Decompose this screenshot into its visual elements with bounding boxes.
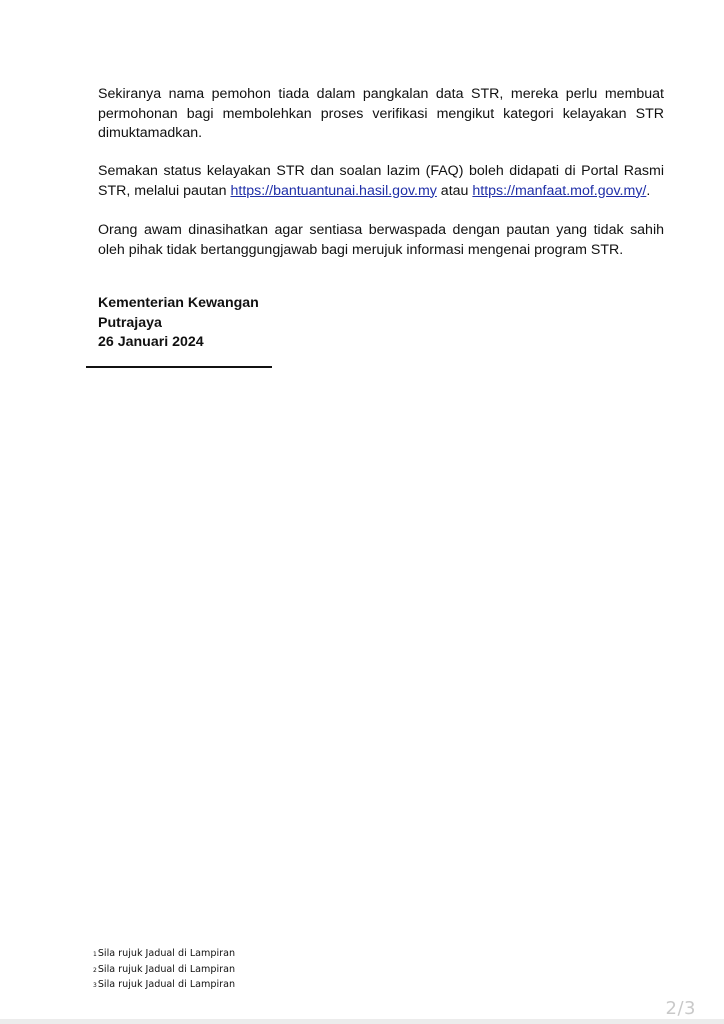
footnote-2-text: Sila rujuk Jadual di Lampiran bbox=[97, 963, 236, 975]
footnote-2-number: 2 bbox=[93, 966, 97, 974]
bantuantunai-link[interactable]: https://bantuantunai.hasil.gov.my bbox=[230, 182, 437, 199]
signoff-ministry: Kementerian Kewangan bbox=[98, 295, 259, 311]
paragraph-registration bbox=[98, 85, 664, 144]
viewer-bottom-edge bbox=[0, 1019, 724, 1024]
paragraph-warning bbox=[98, 221, 664, 260]
paragraph-registration-text: Sekiranya nama pemohon tiada dalam pangkalan data STR, mereka perlu membuat permohonan bagi membolehkan proses verifikasi mengikut kategori kelayakan STR dimuktamadkan. bbox=[98, 86, 664, 141]
signoff-city: Putrajaya bbox=[98, 314, 162, 331]
footnote-1 bbox=[93, 947, 235, 963]
paragraph-status-check bbox=[98, 162, 664, 201]
footnote-separator-rule bbox=[86, 366, 272, 368]
signoff-date: 26 Januari 2024 bbox=[98, 334, 204, 351]
page-indicator: 2/3 bbox=[665, 998, 696, 1019]
footnote-3-text: Sila rujuk Jadual di Lampiran bbox=[97, 979, 236, 991]
paragraph-status-connector: atau bbox=[436, 182, 473, 199]
paragraph-warning-text: Orang awam dinasihatkan agar sentiasa berwaspada dengan pautan yang tidak sahih oleh pihak tidak bertanggungjawab bagi merujuk informasi mengenai program STR. bbox=[98, 222, 664, 258]
footnotes bbox=[93, 947, 235, 994]
manfaat-link[interactable]: https://manfaat.mof.gov.my/ bbox=[472, 182, 647, 199]
signoff-block bbox=[98, 294, 259, 353]
footnote-1-text: Sila rujuk Jadual di Lampiran bbox=[97, 948, 236, 959]
footnote-1-number: 1 bbox=[93, 951, 97, 958]
footnote-3-number: 3 bbox=[93, 982, 97, 990]
paragraph-status-end: . bbox=[646, 182, 651, 199]
paragraph-status-text: Semakan status kelayakan STR dan soalan lazim (FAQ) boleh didapati di Portal Rasmi STR, melalui pautan bbox=[98, 163, 664, 199]
footnote-2 bbox=[93, 963, 235, 979]
footnote-3 bbox=[93, 978, 235, 994]
